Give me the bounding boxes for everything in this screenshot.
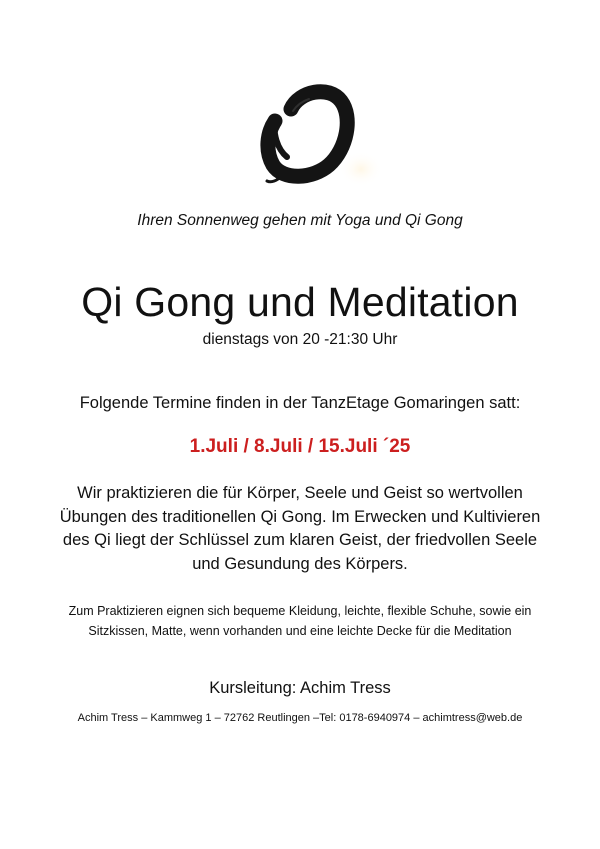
tagline: Ihren Sonnenweg gehen mit Yoga und Qi Gong [137,212,463,229]
description-line: Wir praktizieren die für Körper, Seele und Geist so wertvollen [77,484,523,502]
course-dates: 1.Juli / 8.Juli / 15.Juli ´25 [189,436,411,457]
description-line: und Gesundung des Körpers. [192,554,408,573]
enso-circle-icon [243,77,385,189]
course-leader: Kursleitung: Achim Tress [209,679,391,697]
clothing-note [20,601,580,641]
clothing-line: Sitzkissen, Matte, wenn vorhanden und eine leichte Decke für die Meditation [88,624,512,638]
intro-text: Folgende Termine finden in der TanzEtage Gomaringen satt: [79,394,521,412]
description-line: Übungen des traditionellen Qi Gong. Im Erwecken und Kultivieren [59,507,541,526]
description-paragraph [40,482,560,576]
schedule-text: dienstags von 20 -21:30 Uhr [202,331,398,348]
description-line: des Qi liegt der Schlüssel zum klaren Geist, der friedvollen Seele [62,531,538,549]
page-title: Qi Gong und Meditation [81,279,519,325]
contact-line: Achim Tress – Kammweg 1 – 72762 Reutlingen –Tel: 0178-6940974 – achimtress@web.de [77,712,523,724]
clothing-line: Zum Praktizieren eignen sich bequeme Kleidung, leichte, flexible Schuhe, sowie ein [68,604,532,618]
